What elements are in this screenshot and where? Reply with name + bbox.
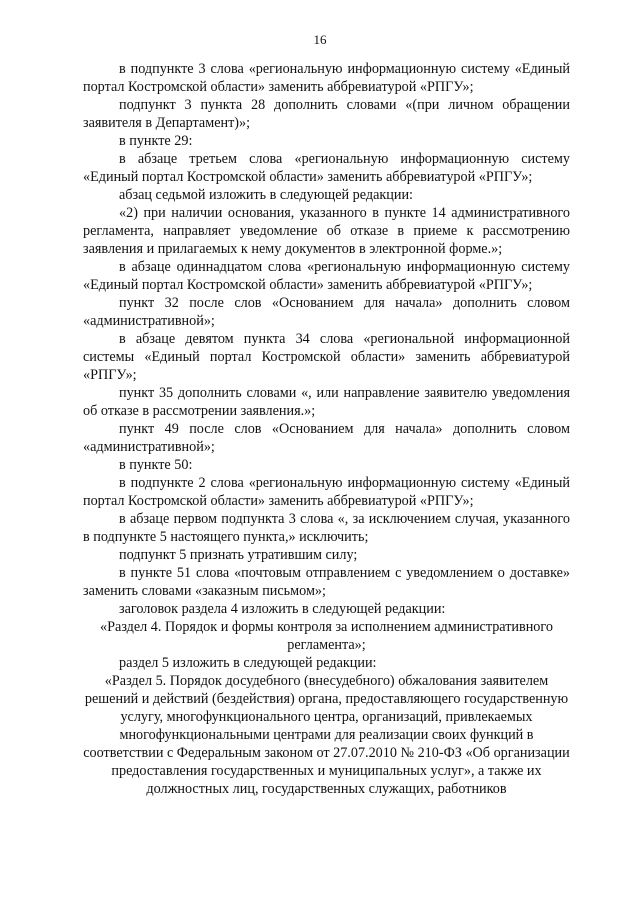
paragraph: заголовок раздела 4 изложить в следующей редакции: xyxy=(119,601,446,617)
document-body xyxy=(83,60,570,798)
section-5-heading: «Раздел 5. Порядок досудебного (внесудебного) обжалования заявителем решений и действий (бездействия) органа, предоставляющего государственную услугу, многофункционального центра, организаций, привлекаемых многофункциональными центрами для реализации своих функций в соответствии с Федеральным законом от 27.07.2010 № 210-ФЗ «Об организации предоставления государственных и муниципальных услуг», а также их должностных лиц, государственных служащих, работников xyxy=(83,673,570,797)
paragraph: в подпункте 3 слова «региональную информационную систему «Единый портал Костромской области» заменить аббревиатурой «РПГУ»; xyxy=(83,61,570,95)
paragraph: пункт 35 дополнить словами «, или направление заявителю уведомления об отказе в рассмотрении заявления.»; xyxy=(83,385,570,419)
paragraph: пункт 49 после слов «Основанием для начала» дополнить словом «административной»; xyxy=(83,421,570,455)
paragraph: в пункте 51 слова «почтовым отправлением с уведомлением о доставке» заменить словами «заказным письмом»; xyxy=(83,565,570,599)
paragraph: пункт 32 после слов «Основанием для начала» дополнить словом «административной»; xyxy=(83,295,570,329)
paragraph: подпункт 3 пункта 28 дополнить словами «(при личном обращении заявителя в Департамент)»; xyxy=(83,97,570,131)
paragraph: в пункте 50: xyxy=(119,457,193,473)
paragraph: в пункте 29: xyxy=(119,133,193,149)
paragraph: подпункт 5 признать утратившим силу; xyxy=(119,547,358,563)
paragraph: в абзаце девятом пункта 34 слова «региональной информационной системы «Единый портал Костромской области» заменить аббревиатурой «РПГУ»; xyxy=(83,331,570,383)
paragraph: «2) при наличии основания, указанного в пункте 14 административного регламента, направляет уведомление об отказе в приеме к рассмотрению заявления и прилагаемых к нему документов в электронной форме.»; xyxy=(83,205,570,257)
paragraph: в абзаце первом подпункта 3 слова «, за исключением случая, указанного в подпункте 5 настоящего пункта,» исключить; xyxy=(83,511,570,545)
paragraph: раздел 5 изложить в следующей редакции: xyxy=(119,655,377,671)
paragraph: абзац седьмой изложить в следующей редакции: xyxy=(119,187,414,203)
section-4-heading: «Раздел 4. Порядок и формы контроля за исполнением административного регламента»; xyxy=(100,619,553,653)
paragraph: в подпункте 2 слова «региональную информационную систему «Единый портал Костромской области» заменить аббревиатурой «РПГУ»; xyxy=(83,475,570,509)
paragraph: в абзаце одиннадцатом слова «региональную информационную систему «Единый портал Костромской области» заменить аббревиатурой «РПГУ»; xyxy=(83,259,570,293)
paragraph: в абзаце третьем слова «региональную информационную систему «Единый портал Костромской области» заменить аббревиатурой «РПГУ»; xyxy=(83,151,570,185)
page-number: 16 xyxy=(313,32,327,47)
